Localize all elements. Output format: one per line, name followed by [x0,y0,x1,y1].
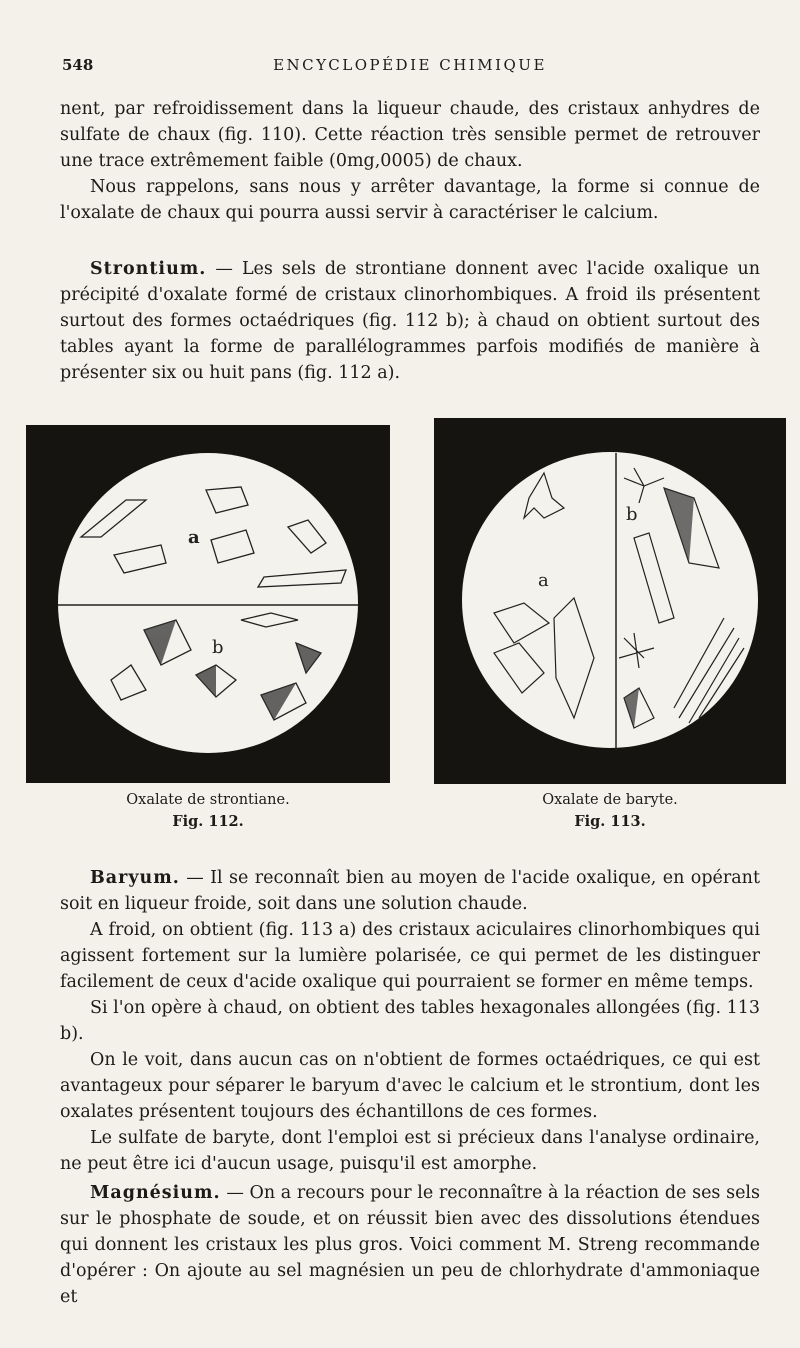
figure-label-a: a [188,527,200,548]
figure-caption-text: Oxalate de baryte. [542,792,678,808]
page-number: 548 [62,56,94,74]
paragraph: nent, par refroidissement dans la liqueur chaude, des cristaux anhydres de sulfate de chaux (fig. 110). Cette réaction très sensible permet de retrouver une trace extrêmement faible (0mg,0005) de chaux. [60,99,760,171]
running-title: ENCYCLOPÉDIE CHIMIQUE [273,56,547,74]
paragraph [60,1180,760,1310]
running-header [60,56,760,80]
magnesium-section [60,1180,760,1310]
figure-label-a: a [538,570,549,591]
figure-112-image [26,425,390,783]
baryum-section [60,865,760,1177]
figure-113-image [434,418,786,784]
paragraph: Si l'on opère à chaud, on obtient des tables hexagonales allongées (fig. 113 b). [60,998,760,1044]
paragraph [60,256,760,386]
paragraph: A froid, on obtient (fig. 113 a) des cristaux aciculaires clinorhombiques qui agissent fortement sur la lumière polarisée, ce qui permet de les distinguer facilement de ceux d'acide oxalique qui pourraient se former en même temps. [60,920,760,992]
strontium-text: — Les sels de strontiane donnent avec l'acide oxalique un précipité d'oxalate formé de cristaux clinorhombiques. A froid ils présentent surtout des formes octaédriques (fig. 112 b); à chaud on obtient surtout des tables ayant la forme de parallélogrammes parfois modifiés de manière à présenter six ou huit pans (fig. 112 a). [60,259,760,383]
section-heading-magnesium: Magnésium. [90,1183,221,1203]
paragraph [60,865,760,917]
figure-number: Fig. 112. [172,813,244,830]
paragraph: On le voit, dans aucun cas on n'obtient de formes octaédriques, ce qui est avantageux pour séparer le baryum d'avec le calcium et le strontium, dont les oxalates présentent toujours des échantillons de ces formes. [60,1050,760,1122]
figure-label-b: b [626,504,638,525]
figure-112-caption [26,790,390,832]
magnesium-text: — On a recours pour le reconnaître à la réaction de ses sels sur le phosphate de soude, et on réussit bien avec des dissolutions étendues qui donnent les cristaux les plus gros. Voici comment M. Streng recommande d'opérer : On ajoute au sel magnésien un peu de chlorhydrate d'ammoniaque et [60,1183,760,1307]
figure-113-caption [434,790,786,832]
section-heading-baryum: Baryum. [90,868,180,888]
paragraph: Nous rappelons, sans nous y arrêter davantage, la forme si connue de l'oxalate de chaux qui pourra aussi servir à caractériser le calcium. [60,177,760,223]
figure-label-b: b [212,637,224,658]
paragraph: Le sulfate de baryte, dont l'emploi est si précieux dans l'analyse ordinaire, ne peut être ici d'aucun usage, puisqu'il est amorphe. [60,1128,760,1174]
calcium-text [60,96,760,226]
section-heading-strontium: Strontium. [90,259,207,279]
figure-number: Fig. 113. [574,813,646,830]
figure-caption-text: Oxalate de strontiane. [126,792,290,808]
baryum-text: — Il se reconnaît bien au moyen de l'acide oxalique, en opérant soit en liqueur froide, soit dans une solution chaude. [60,868,760,914]
strontium-section [60,256,760,386]
